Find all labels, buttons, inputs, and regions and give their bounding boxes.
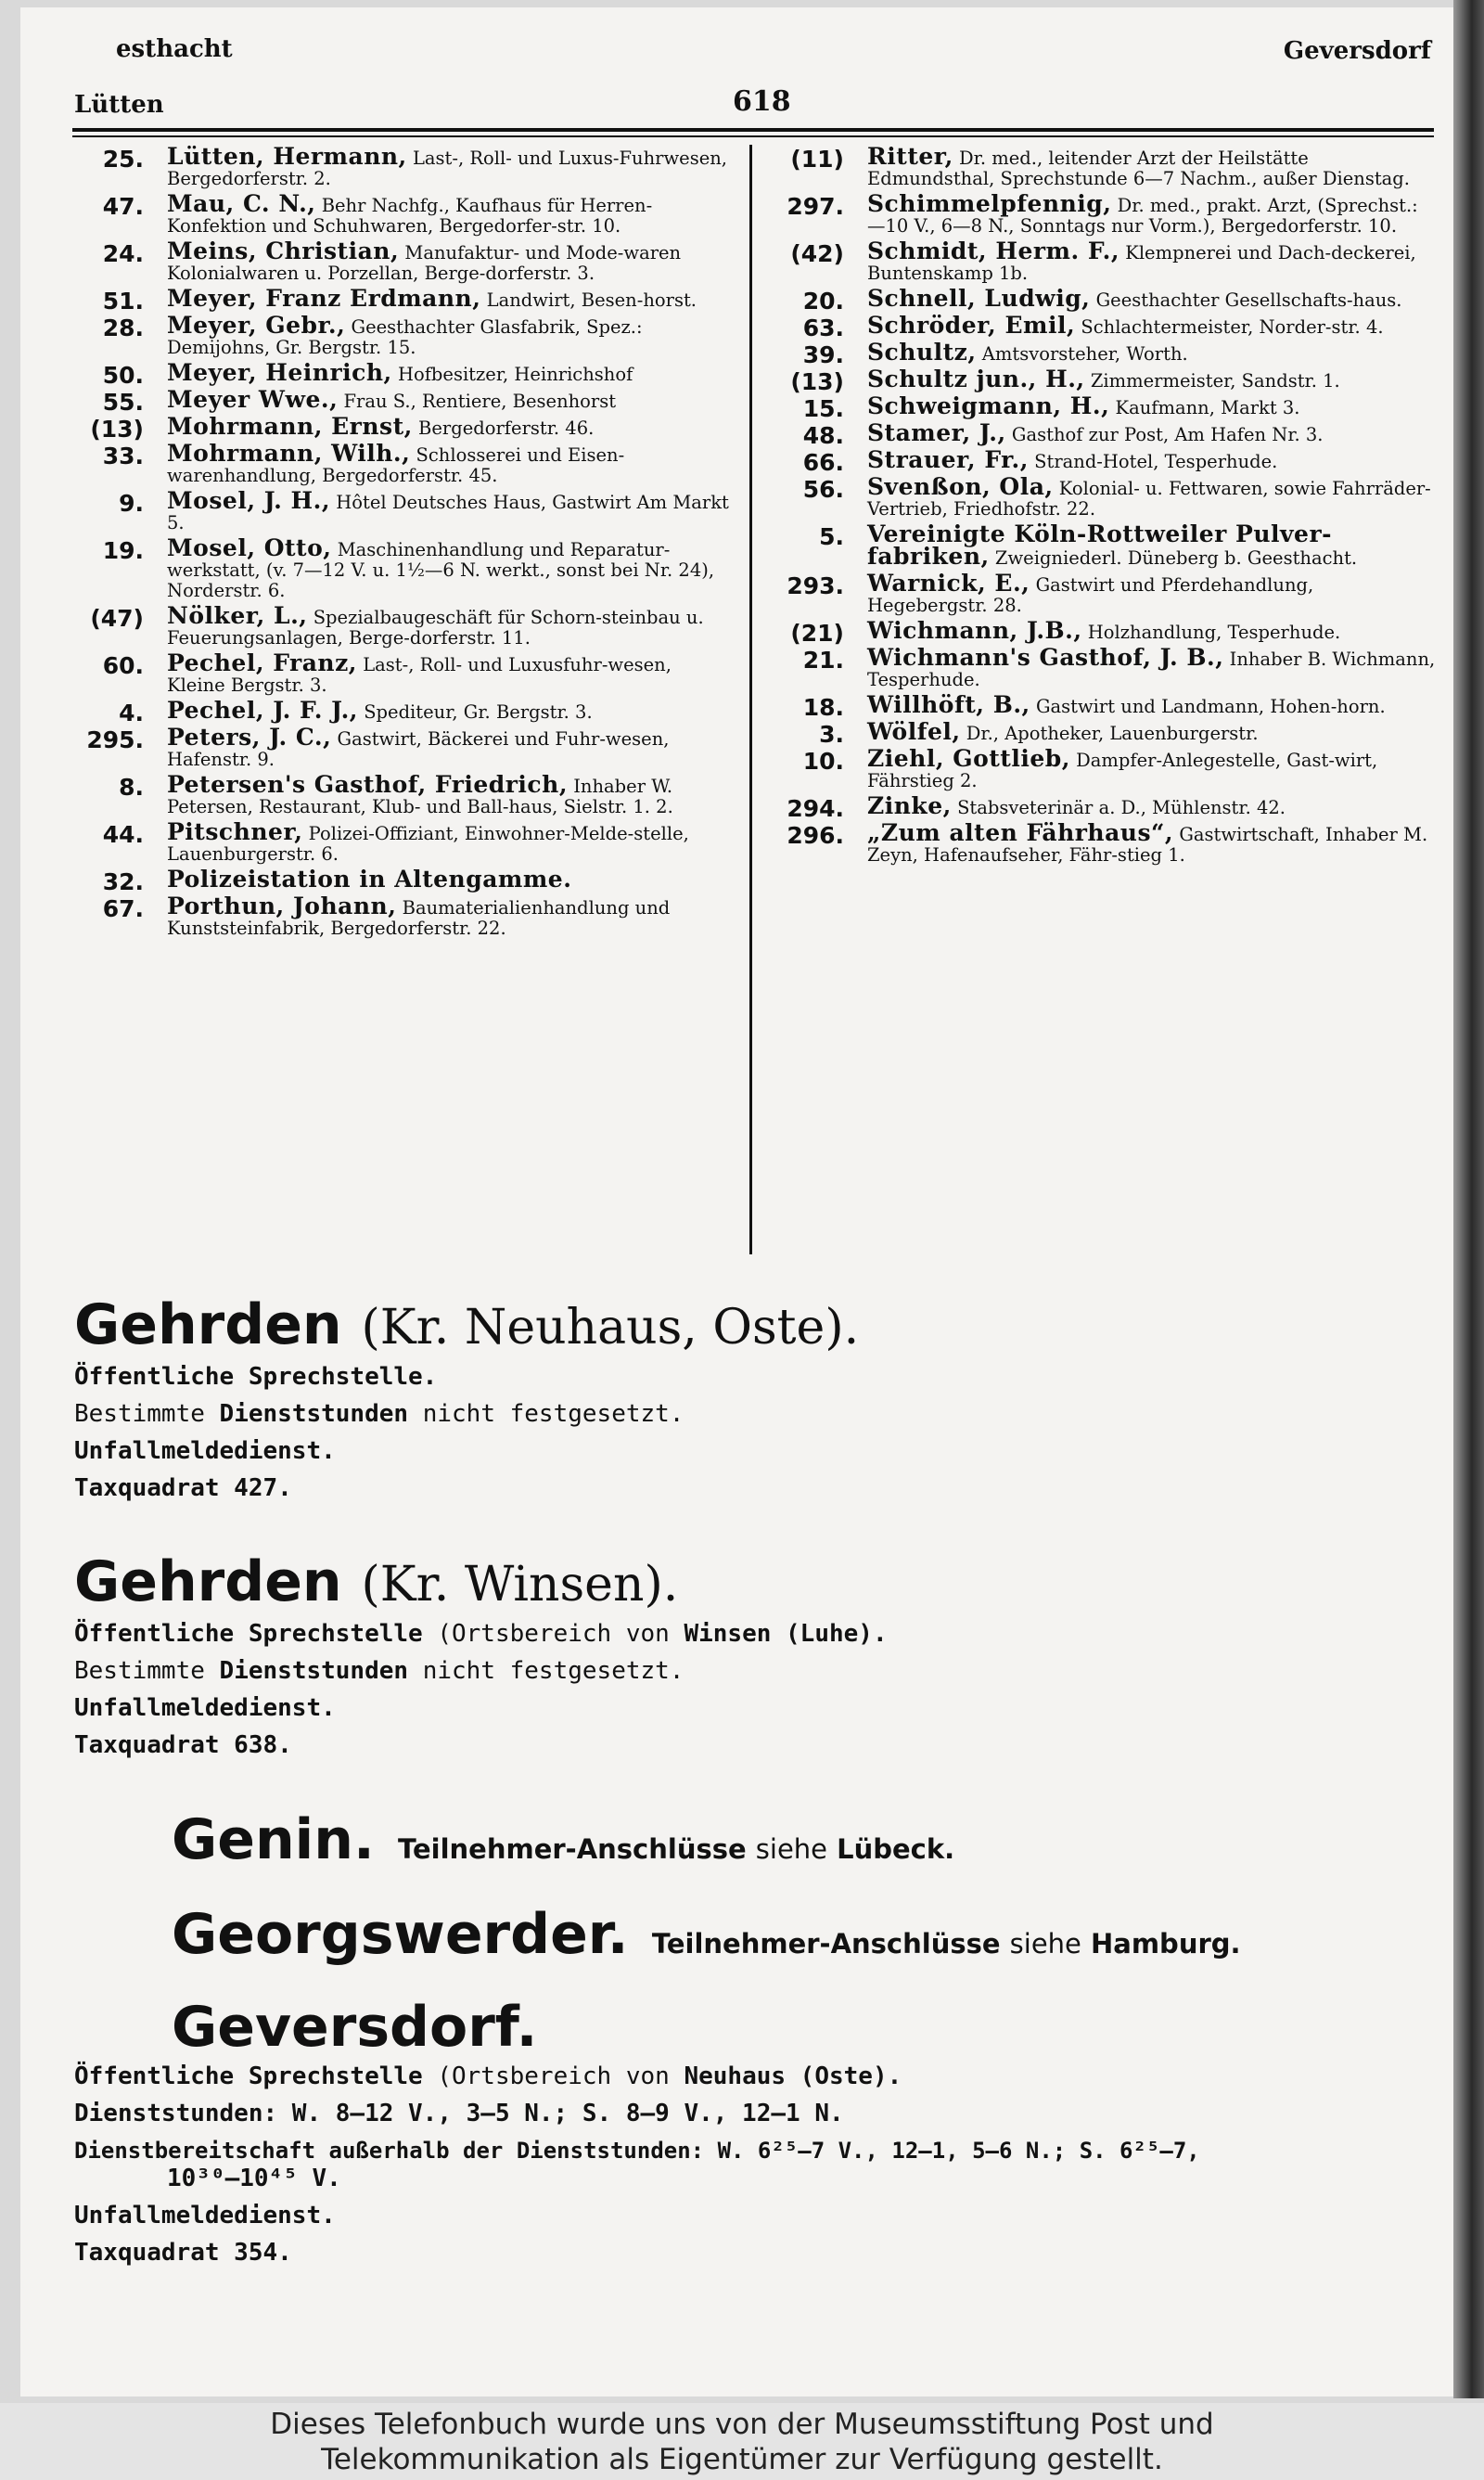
subscriber-name: Polizeistation in Altengamme.: [167, 866, 572, 893]
subscriber-details: Dr., Apotheker, Lauenburgerstr.: [966, 723, 1259, 744]
phone-number: 44.: [102, 821, 144, 848]
directory-entry: [774, 570, 1436, 616]
subscriber-name: Pechel, Franz,: [167, 649, 357, 676]
directory-entry: [774, 446, 1436, 476]
directory-entry: [774, 392, 1436, 422]
subscriber-details: Dr. med., leitender Arzt der Heilstätte Edmundsthal, Sprechstunde 6—7 Nachm., außer Dienstag.: [867, 148, 1410, 189]
directory-entry: [774, 745, 1436, 791]
directory-entry: [774, 718, 1436, 748]
subscriber-details: Spediteur, Gr. Bergstr. 3.: [364, 701, 593, 723]
directory-entry: [774, 644, 1436, 690]
subscriber-name: Schnell, Ludwig,: [867, 285, 1091, 312]
info-line: Dienststunden: W. 8—12 V., 3—5 N.; S. 8—9 V., 12—1 N.: [74, 2100, 844, 2127]
directory-entry: [74, 602, 733, 649]
subscriber-details: Frau S., Rentiere, Besenhorst: [343, 391, 617, 412]
cross-reference: Teilnehmer-Anschlüsse siehe Lübeck.: [398, 1833, 955, 1865]
directory-entry: [74, 143, 733, 189]
directory-entry: [74, 649, 733, 696]
subscriber-details: Hofbesitzer, Heinrichshof: [397, 364, 633, 385]
subscriber-details: Dampfer-Anlegestelle, Gast-wirt, Fährstieg 2.: [867, 750, 1378, 791]
section-gehrden-winsen: [74, 1551, 1428, 1764]
header-rule-bottom: [72, 135, 1434, 137]
subscriber-details: Holzhandlung, Tesperhude.: [1087, 622, 1341, 643]
subscriber-details: Maschinenhandlung und Reparatur-werkstatt, (v. 7—12 V. u. 1½—6 N. werkt., sonst bei Nr. 24), Norderstr. 6.: [167, 539, 715, 601]
phone-number: 8.: [119, 774, 144, 801]
directory-entry: [74, 893, 733, 939]
section-info: [74, 2058, 1428, 2271]
phone-number: 297.: [787, 193, 844, 220]
subscriber-details: Zimmermeister, Sandstr. 1.: [1090, 370, 1340, 392]
phone-number: 47.: [102, 193, 144, 220]
subscriber-name: Porthun, Johann,: [167, 893, 397, 919]
header-rule-top: [72, 128, 1434, 132]
directory-entry: [74, 312, 733, 358]
phone-number: (13): [790, 368, 844, 395]
phone-number: 21.: [802, 647, 844, 674]
subscriber-details: Amtsvorsteher, Worth.: [981, 343, 1188, 365]
cross-reference: Teilnehmer-Anschlüsse siehe Hamburg.: [651, 1928, 1241, 1960]
info-line: Öffentliche Sprechstelle (Ortsbereich von Winsen (Luhe).: [74, 1620, 888, 1648]
phone-number: 10.: [802, 748, 844, 775]
phone-number: 294.: [787, 795, 844, 822]
subscriber-details: Bergedorferstr. 46.: [418, 418, 595, 439]
directory-entry: [774, 473, 1436, 520]
subscriber-details: Gastwirt und Pferdehandlung, Hegebergstr. 28.: [867, 574, 1314, 616]
subscriber-details: Baumaterialienhandlung und Kunststeinfabrik, Bergedorferstr. 22.: [167, 897, 671, 939]
phone-number: 33.: [102, 443, 144, 469]
section-geversdorf: [74, 1997, 1428, 2271]
info-line: Unfallmeldedienst.: [74, 2202, 336, 2229]
phone-number: (11): [790, 146, 844, 173]
section-georgswerder: [172, 1904, 1484, 1965]
directory-entry: [774, 143, 1436, 189]
subscriber-name: Schweigmann, H.,: [867, 392, 1110, 419]
place-heading: Lütten: [74, 91, 164, 119]
subscriber-details: Strand-Hotel, Tesperhude.: [1034, 451, 1278, 472]
place-name: Genin.: [172, 1807, 375, 1872]
section-info: [74, 1615, 1428, 1764]
subscriber-name: Vereinigte Köln-Rottweiler Pulver-fabriken,: [867, 520, 1332, 570]
subscriber-name: Wichmann's Gasthof, J. B.,: [867, 644, 1224, 671]
phone-number: 55.: [102, 389, 144, 416]
directory-entry: [774, 190, 1436, 237]
subscriber-name: Willhöft, B.,: [867, 691, 1030, 718]
subscriber-name: Mohrmann, Wilh.,: [167, 440, 411, 467]
directory-entry: [774, 419, 1436, 449]
phone-number: 25.: [102, 146, 144, 173]
directory-entry: [74, 190, 733, 237]
phone-number: 32.: [102, 868, 144, 895]
info-line: Bestimmte Dienststunden nicht festgesetzt.: [74, 1400, 684, 1428]
phone-number: 24.: [102, 240, 144, 267]
directory-entry: [74, 359, 733, 389]
subscriber-name: Meyer Wwe.,: [167, 386, 339, 413]
place-name: Gehrden: [74, 1549, 342, 1614]
subscriber-details: Behr Nachfg., Kaufhaus für Herren-Konfektion und Schuhwaren, Bergedorfer-str. 10.: [167, 195, 653, 237]
subscriber-name: Meins, Christian,: [167, 238, 400, 264]
phone-number: 48.: [802, 422, 844, 449]
phone-number: 5.: [819, 523, 844, 550]
directory-entry: [774, 819, 1436, 866]
subscriber-name: Ziehl, Gottlieb,: [867, 745, 1070, 772]
subscriber-name: Ritter,: [867, 143, 953, 170]
subscriber-name: Schultz,: [867, 339, 977, 366]
directory-entry: [74, 413, 733, 443]
phone-number: 18.: [802, 694, 844, 721]
phone-number: 28.: [102, 315, 144, 341]
phone-number: 20.: [802, 288, 844, 315]
directory-entry: [74, 697, 733, 726]
subscriber-details: Last-, Roll- und Luxusfuhr-wesen, Kleine Bergstr. 3.: [167, 654, 672, 696]
subscriber-name: Stamer, J.,: [867, 419, 1006, 446]
phone-number: 67.: [102, 895, 144, 922]
right-column: [774, 143, 1436, 870]
subscriber-name: Wichmann, J.B.,: [867, 617, 1082, 644]
subscriber-details: Gastwirtschaft, Inhaber M. Zeyn, Hafenaufseher, Fähr-stieg 1.: [867, 824, 1428, 866]
section-info: [74, 1358, 1428, 1507]
directory-entry: [74, 771, 733, 817]
phone-number: 50.: [102, 362, 144, 389]
phone-number: 3.: [819, 721, 844, 748]
section-gehrden-neuhaus: [74, 1294, 1428, 1507]
directory-entry: [774, 312, 1436, 341]
info-line: Taxquadrat 427.: [74, 1474, 292, 1502]
directory-entry: [774, 617, 1436, 647]
place-name: Gehrden: [74, 1292, 342, 1357]
subscriber-details: Polizei-Offiziant, Einwohner-Melde-stelle, Lauenburgerstr. 6.: [167, 823, 689, 865]
district-name: (Kr. Neuhaus, Oste).: [361, 1300, 860, 1356]
subscriber-details: Hôtel Deutsches Haus, Gastwirt Am Markt 5.: [167, 492, 729, 533]
subscriber-name: Warnick, E.,: [867, 570, 1030, 597]
subscriber-details: Schlachtermeister, Norder-str. 4.: [1081, 316, 1384, 338]
subscriber-details: Klempnerei und Dach-deckerei, Buntenskamp 1b.: [867, 242, 1416, 284]
subscriber-details: Geesthachter Gesellschafts-haus.: [1095, 289, 1402, 311]
directory-entry: [774, 691, 1436, 721]
subscriber-name: Schmidt, Herm. F.,: [867, 238, 1120, 264]
directory-entry: [74, 386, 733, 416]
subscriber-details: Manufaktur- und Mode-waren Kolonialwaren u. Porzellan, Berge-dorferstr. 3.: [167, 242, 682, 284]
subscriber-name: Zinke,: [867, 792, 952, 819]
phone-number: 19.: [102, 537, 144, 564]
subscriber-details: Landwirt, Besen-horst.: [486, 289, 697, 311]
directory-entry: [774, 339, 1436, 368]
subscriber-details: Gasthof zur Post, Am Hafen Nr. 3.: [1011, 424, 1324, 445]
place-name: Georgswerder.: [172, 1902, 629, 1967]
subscriber-name: Wölfel,: [867, 718, 961, 745]
subscriber-name: Petersen's Gasthof, Friedrich,: [167, 771, 569, 798]
info-line: Taxquadrat 354.: [74, 2239, 292, 2267]
subscriber-name: Mohrmann, Ernst,: [167, 413, 413, 440]
section-genin: [172, 1809, 1484, 1870]
subscriber-name: Schimmelpfennig,: [867, 190, 1112, 217]
section-title: [74, 1551, 1428, 1615]
directory-entry: [774, 520, 1436, 570]
phone-number: 9.: [119, 490, 144, 517]
subscriber-name: Svenßon, Ola,: [867, 473, 1054, 500]
subscriber-name: Pitschner,: [167, 818, 303, 845]
directory-entry: [74, 487, 733, 533]
directory-entry: [74, 534, 733, 601]
subscriber-name: Meyer, Gebr.,: [167, 312, 346, 339]
phone-number: 295.: [86, 726, 144, 753]
directory-entry: [774, 238, 1436, 284]
column-divider: [749, 145, 752, 1254]
phone-number: 56.: [802, 476, 844, 503]
directory-entry: [774, 366, 1436, 395]
directory-entry: [774, 792, 1436, 822]
info-line: Taxquadrat 638.: [74, 1731, 292, 1759]
left-column: [74, 143, 733, 944]
phone-number: 66.: [802, 449, 844, 476]
subscriber-details: Stabsveterinär a. D., Mühlenstr. 42.: [957, 797, 1286, 818]
directory-entry: [74, 724, 733, 770]
place-name: Geversdorf.: [172, 1995, 538, 2060]
subscriber-name: Meyer, Franz Erdmann,: [167, 285, 481, 312]
directory-entry: [74, 866, 733, 895]
subscriber-details: Gastwirt und Landmann, Hohen-horn.: [1035, 696, 1386, 717]
info-line: Bestimmte Dienststunden nicht festgesetzt.: [74, 1657, 684, 1685]
subscriber-name: Schultz jun., H.,: [867, 366, 1085, 392]
subscriber-details: Inhaber B. Wichmann, Tesperhude.: [867, 649, 1436, 690]
notice-line-1: Dieses Telefonbuch wurde uns von der Museumsstiftung Post und: [270, 2408, 1214, 2441]
phone-number: 39.: [802, 341, 844, 368]
info-line: Öffentliche Sprechstelle (Ortsbereich von Neuhaus (Oste).: [74, 2062, 902, 2090]
subscriber-details: Schlosserei und Eisen-warenhandlung, Bergedorferstr. 45.: [167, 444, 625, 486]
info-line: Öffentliche Sprechstelle.: [74, 1363, 438, 1391]
notice-line-2: Telekommunikation als Eigentümer zur Verfügung gestellt.: [321, 2443, 1163, 2476]
info-line: Unfallmeldedienst.: [74, 1437, 336, 1465]
phone-number: (21): [790, 620, 844, 647]
phone-number: 63.: [802, 315, 844, 341]
phone-number: (13): [90, 416, 144, 443]
subscriber-details: Kaufmann, Markt 3.: [1115, 397, 1300, 418]
directory-entry: [74, 238, 733, 284]
phone-number: 4.: [119, 700, 144, 726]
archive-notice: [0, 2403, 1484, 2480]
subscriber-details: Kolonial- u. Fettwaren, sowie Fahrräder-Vertrieb, Friedhofstr. 22.: [867, 478, 1431, 520]
subscriber-details: Last-, Roll- und Luxus-Fuhrwesen, Bergedorferstr. 2.: [167, 148, 728, 189]
subscriber-name: „Zum alten Fährhaus“,: [867, 819, 1174, 846]
info-line: Unfallmeldedienst.: [74, 1694, 336, 1722]
phone-number: (47): [90, 605, 144, 632]
subscriber-details: Zweigniederl. Düneberg b. Geesthacht.: [994, 547, 1358, 569]
subscriber-details: Inhaber W. Petersen, Restaurant, Klub- und Ball-haus, Sielstr. 1. 2.: [167, 776, 673, 817]
phone-number: (42): [790, 240, 844, 267]
phone-number: 51.: [102, 288, 144, 315]
phone-number: 296.: [787, 822, 844, 849]
subscriber-name: Meyer, Heinrich,: [167, 359, 392, 386]
directory-entry: [74, 818, 733, 865]
subscriber-name: Lütten, Hermann,: [167, 143, 407, 170]
directory-entry: [774, 285, 1436, 315]
phone-number: 293.: [787, 572, 844, 599]
page-number: 618: [733, 85, 791, 118]
district-name: (Kr. Winsen).: [361, 1557, 679, 1613]
subscriber-details: Geesthachter Glasfabrik, Spez.: Demijohns, Gr. Bergstr. 15.: [167, 316, 643, 358]
info-line: Dienstbereitschaft außerhalb der Dienststunden: W. 6²⁵—7 V., 12—1, 5—6 N.; S. 6²⁵—7,: [74, 2138, 1200, 2164]
section-title: [74, 1294, 1428, 1358]
subscriber-details: Gastwirt, Bäckerei und Fuhr-wesen, Hafenstr. 9.: [167, 728, 670, 770]
subscriber-name: Mosel, J. H.,: [167, 487, 331, 514]
phone-number: 15.: [802, 395, 844, 422]
subscriber-details: Spezialbaugeschäft für Schorn-steinbau u. Feuerungsanlagen, Berge-dorferstr. 11.: [167, 607, 704, 649]
running-header-right: Geversdorf: [1283, 37, 1431, 65]
running-header-left: esthacht: [116, 35, 233, 63]
subscriber-name: Mau, C. N.,: [167, 190, 316, 217]
page-edge-shadow: [1453, 0, 1484, 2398]
info-line: 10³⁰—10⁴⁵ V.: [167, 2165, 341, 2192]
directory-entry: [74, 285, 733, 315]
subscriber-name: Strauer, Fr.,: [867, 446, 1029, 473]
subscriber-name: Schröder, Emil,: [867, 312, 1076, 339]
subscriber-name: Pechel, J. F. J.,: [167, 697, 358, 724]
directory-entry: [74, 440, 733, 486]
subscriber-details: Dr. med., prakt. Arzt, (Sprechst.: —10 V., 6—8 N., Sonntags nur Vorm.), Bergedorferstr. 10.: [867, 195, 1418, 237]
subscriber-name: Peters, J. C.,: [167, 724, 332, 751]
subscriber-name: Mosel, Otto,: [167, 534, 332, 561]
phone-number: 60.: [102, 652, 144, 679]
subscriber-name: Nölker, L.,: [167, 602, 308, 629]
